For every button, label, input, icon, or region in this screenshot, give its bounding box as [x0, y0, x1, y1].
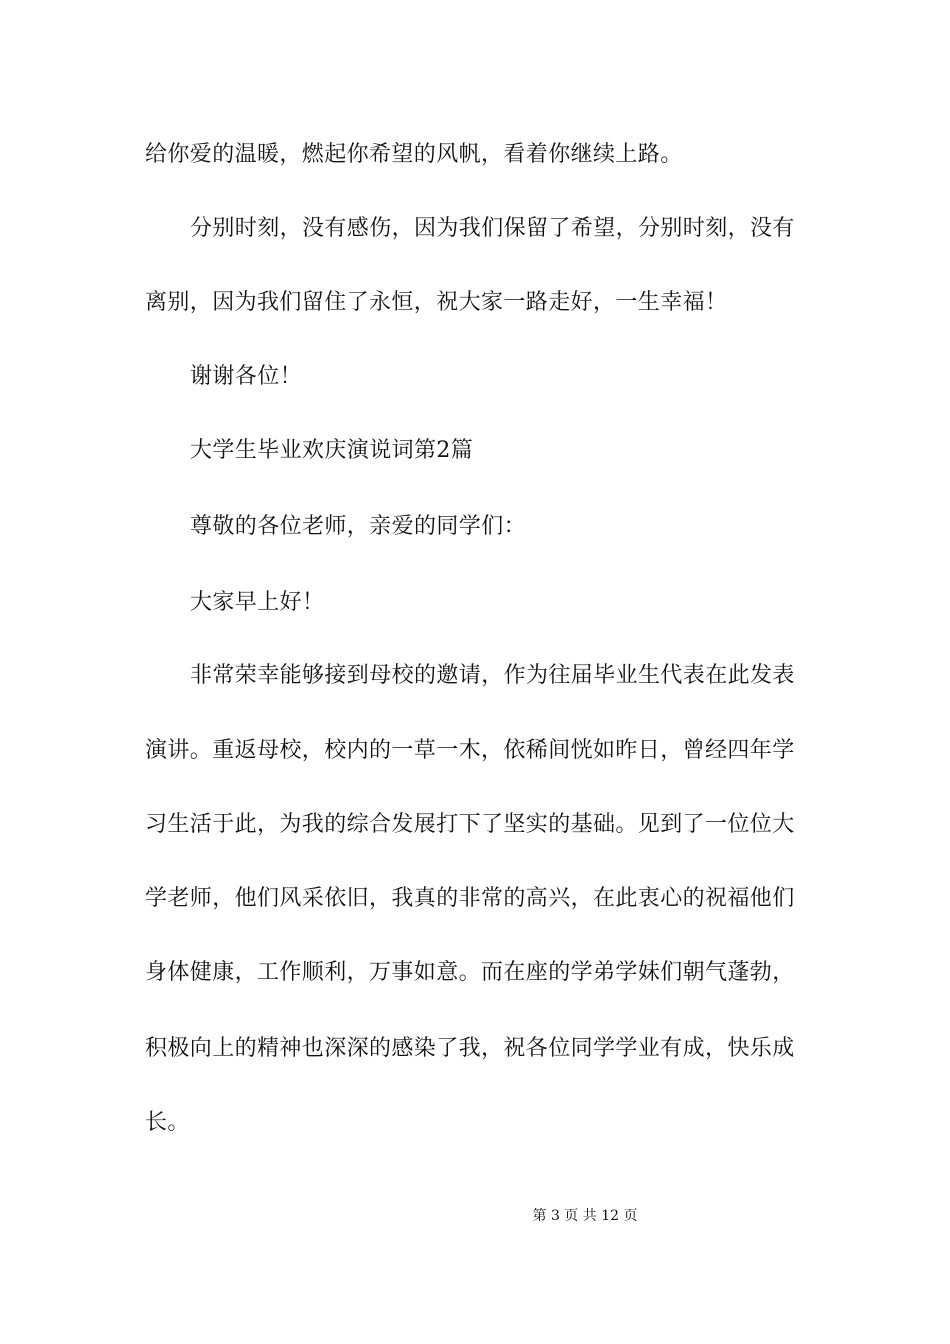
- paragraph-line-8: 非常荣幸能够接到母校的邀请，作为往届毕业生代表在此发表: [190, 663, 795, 688]
- text-line-9: 演讲。重返母校，校内的一草一木，依稀间恍如昨日，曾经四年学: [145, 738, 795, 763]
- section-title: 大学生毕业欢庆演说词第2篇: [190, 438, 474, 463]
- greeting-line: 大家早上好！: [190, 590, 325, 615]
- thanks-line: 谢谢各位！: [190, 364, 303, 389]
- text-line-12: 身体健康，工作顺利，万事如意。而在座的学弟学妹们朝气蓬勃，: [145, 960, 795, 985]
- text-line-14: 长。: [145, 1110, 190, 1135]
- salutation-line: 尊敬的各位老师，亲爱的同学们：: [190, 514, 527, 539]
- paragraph-line-2: 分别时刻，没有感伤，因为我们保留了希望，分别时刻，没有: [190, 216, 795, 241]
- text-line-13: 积极向上的精神也深深的感染了我，祝各位同学学业有成，快乐成: [145, 1036, 795, 1061]
- text-line-11: 学老师，他们风采依旧，我真的非常的高兴，在此衷心的祝福他们: [145, 886, 795, 911]
- text-line-10: 习生活于此，为我的综合发展打下了坚实的基础。见到了一位位大: [145, 812, 795, 837]
- text-line-3: 离别，因为我们留住了永恒，祝大家一路走好，一生幸福！: [145, 290, 728, 315]
- page-footer: 第 3 页 共 12 页: [532, 1208, 638, 1224]
- text-line-1: 给你爱的温暖，燃起你希望的风帆，看着你继续上路。: [145, 142, 683, 167]
